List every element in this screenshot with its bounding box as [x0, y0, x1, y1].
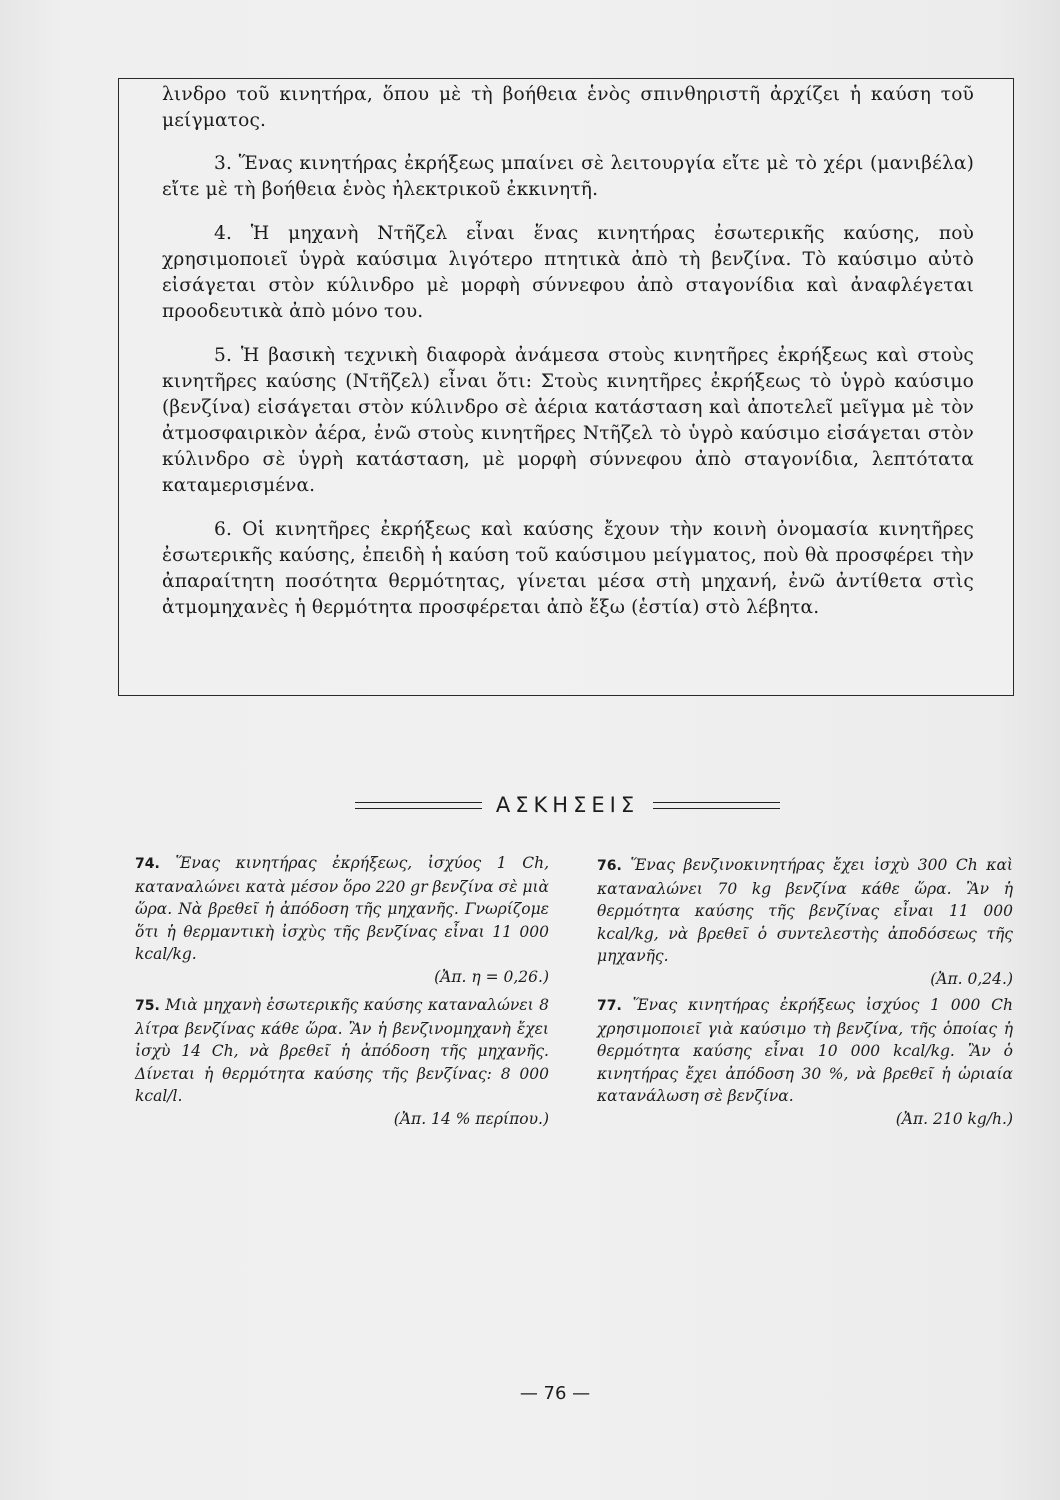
- exercise-answer: (Ἀπ. η = 0,26.): [434, 967, 549, 986]
- exercise-74: [135, 852, 549, 988]
- summary-continuation: λινδρο τοῦ κινητήρα, ὅπου μὲ τὴ βοήθεια ἑνὸς σπινθηριστῆ ἀρχίζει ἡ καύση τοῦ μείγματος.: [162, 84, 974, 131]
- heading-rule-left: [355, 802, 482, 809]
- heading-rule-right: [653, 802, 780, 809]
- exercise-text: Μιὰ μηχανὴ ἐσωτερικῆς καύσης καταναλώνει 8 λίτρα βενζίνας κάθε ὥρα. Ἂν ἡ βενζινομηχανὴ ἔχει ἰσχὺ 14 Ch, νὰ βρεθεῖ ἡ ἀπόδοση τῆς μηχανῆς. Δίνεται ἡ θερμότητα καύσης τῆς βενζίνας: 8 000 kcal/l.: [135, 996, 549, 1105]
- exercise-number: 76.: [597, 858, 622, 874]
- summary-item-4: 4. Ἡ μηχανὴ Ντῆζελ εἶναι ἕνας κινητήρας ἐσωτερικῆς καύσης, ποὺ χρησιμοποιεῖ ὑγρὰ καύσιμα λιγότερο πτητικὰ ἀπὸ τὴ βενζίνα. Τὸ καύσιμο αὐτὸ εἰσάγεται στὸν κύλινδρο μὲ μορφὴ σύννεφου ἀπὸ σταγονίδια καὶ ἀναφλέγεται προοδευτικὰ ἀπὸ μόνο του.: [162, 223, 974, 322]
- page-number: — 76 —: [519, 1383, 591, 1404]
- exercise-answer: (Ἀπ. 0,24.): [930, 969, 1013, 988]
- exercise-answer: (Ἀπ. 14 % περίπου.): [393, 1109, 549, 1128]
- exercise-number: 74.: [135, 856, 160, 872]
- exercise-75: [135, 994, 549, 1130]
- exercise-text: Ἕνας κινητήρας ἐκρήξεως ἰσχύος 1 000 Ch χρησιμοποιεῖ γιὰ καύσιμο τὴ βενζίνα, τῆς ὁποίας ἡ θερμότητα καύσης εἶναι 10 000 kcal/kg. Ἂν ὁ κινητήρας ἔχει ἀπόδοση 30 %, νὰ βρεθεῖ ἡ ὡριαία κατανάλωση σὲ βενζίνα.: [597, 996, 1013, 1105]
- exercise-77: [597, 994, 1013, 1130]
- summary-item-6: 6. Οἱ κινητῆρες ἐκρήξεως καὶ καύσης ἔχουν τὴν κοινὴ ὀνομασία κινητῆρες ἐσωτερικῆς καύσης, ἐπειδὴ ἡ καύση τοῦ καύσιμου μείγματος, ποὺ θὰ προσφέρει τὴν ἀπαραίτητη ποσότητα θερμότητας, γίνεται μέσα στὴ μηχανή, ἐνῶ ἀντίθετα στὶς ἀτμομηχανὲς ἡ θερμότητα προσφέρεται ἀπὸ ἔξω (ἑστία) στὸ λέβητα.: [162, 519, 974, 618]
- exercise-text: Ἕνας βενζινοκινητήρας ἔχει ἰσχὺ 300 Ch καὶ καταναλώνει 70 kg βενζίνα κάθε ὥρα. Ἂν ἡ θερμότητα καύσης τῆς βενζίνας εἶναι 11 000 kcal/kg, νὰ βρεθεῖ ὁ συντελεστὴς ἀποδόσεως τῆς μηχανῆς.: [597, 856, 1014, 965]
- summary-item-5: 5. Ἡ βασικὴ τεχνικὴ διαφορὰ ἀνάμεσα στοὺς κινητῆρες ἐκρήξεως καὶ στοὺς κινητῆρες καύσης (Ντῆζελ) εἶναι ὅτι: Στοὺς κινητῆρες ἐκρήξεως τὸ ὑγρὸ καύσιμο (βενζίνα) εἰσάγεται στὸν κύλινδρο σὲ ἀέρια κατάσταση καὶ ἀποτελεῖ μεῖγμα μὲ τὸν ἀτμοσφαιρικὸν ἀέρα, ἐνῶ στοὺς κινητῆρες Ντῆζελ τὸ ὑγρὸ καύσιμο εἰσάγεται στὸν κύλινδρο σὲ ὑγρὴ κατάσταση, μὲ μορφὴ σύννεφου ἀπὸ σταγονίδια, λεπτότατα καταμερισμένα.: [162, 345, 974, 496]
- exercise-number: 77.: [597, 998, 622, 1014]
- exercise-76: [597, 854, 1013, 990]
- exercise-text: Ἕνας κινητήρας ἐκρήξεως, ἰσχύος 1 Ch, καταναλώνει κατὰ μέσον ὅρο 220 gr βενζίνα σὲ μιὰ ὥρα. Νὰ βρεθεῖ ἡ ἀπόδοση τῆς μηχανῆς. Γνωρίζομε ὅτι ἡ θερμαντικὴ ἰσχὺς τῆς βενζίνας εἶναι 11 000 kcal/kg.: [135, 854, 549, 963]
- summary-text: [162, 82, 974, 639]
- exercise-answer: (Ἀπ. 210 kg/h.): [895, 1109, 1013, 1128]
- exercises-title: ΑΣΚΗΣΕΙΣ: [495, 793, 640, 817]
- summary-item-3: 3. Ἕνας κινητήρας ἐκρήξεως μπαίνει σὲ λειτουργία εἴτε μὲ τὸ χέρι (μανιβέλα) εἴτε μὲ τὴ βοήθεια ἑνὸς ἠλεκτρικοῦ ἐκκινητῆ.: [162, 153, 974, 200]
- exercises-heading: [355, 790, 780, 820]
- exercise-number: 75.: [135, 998, 160, 1014]
